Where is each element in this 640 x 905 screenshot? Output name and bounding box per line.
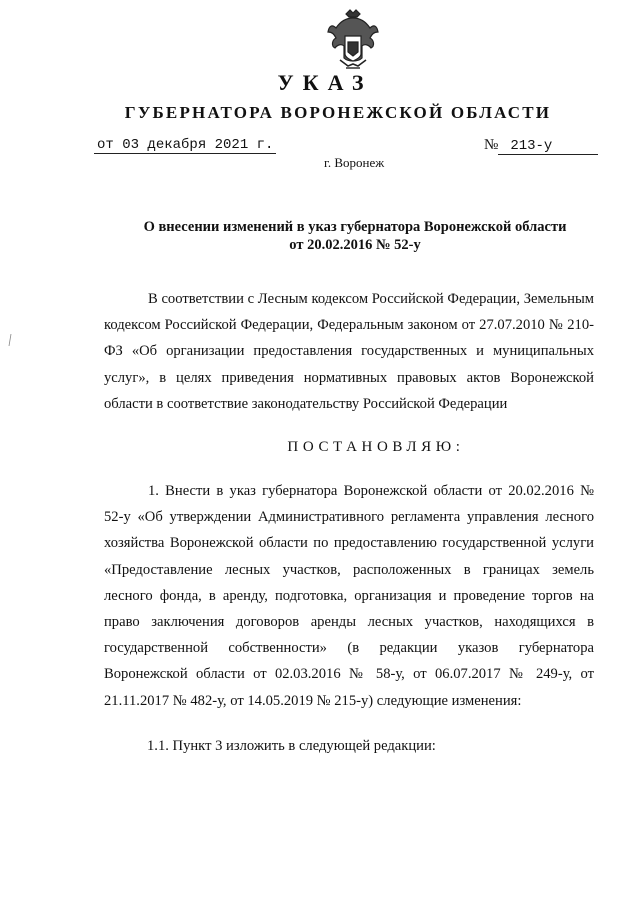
- margin-mark: [8, 334, 12, 346]
- item-1-paragraph: [104, 478, 594, 714]
- preamble-paragraph: [104, 286, 594, 417]
- date-prefix: от: [97, 137, 114, 153]
- date-line: [94, 137, 276, 154]
- subject-line-1: О внесении изменений в указ губернатора Воронежской области: [143, 219, 567, 235]
- item-1-1-paragraph: 1.1. Пункт 3 изложить в следующей редакции:: [147, 738, 436, 754]
- document-number: [484, 137, 598, 155]
- date-suffix: г.: [256, 137, 274, 153]
- decree-word: ПОСТАНОВЛЯЮ:: [287, 439, 465, 455]
- date-value: 03 декабря 2021: [122, 137, 249, 153]
- subject-line-2: от 20.02.2016 № 52-у: [289, 237, 421, 253]
- item-1-text: 1. Внести в указ губернатора Воронежской области от 20.02.2016 № 52-у «Об утверждении Административного регламента управления лесного хозяйства Воронежской области по предоставлению государственной услуги «Предоставление лесных участков, расположенных в границах земель лесного фонда, в аренду, подготовка, организация и проведение торгов на право заключения договоров аренды лесных участков, находящихся в государственной собственности» (в редакции указов губернатора Воронежской области от 02.03.2016 № 58-у, от 06.07.2017 № 249-у, от 21.11.2017 № 482-у, от 14.05.2019 № 215-у) следующие изменения:: [104, 483, 594, 709]
- document-date: [94, 137, 276, 154]
- document-subject: [0, 218, 640, 254]
- document-subtitle: ГУБЕРНАТОРА ВОРОНЕЖСКОЙ ОБЛАСТИ: [124, 103, 552, 122]
- coat-of-arms-icon: [326, 8, 380, 72]
- document-city: г. Воронеж: [324, 155, 385, 170]
- document-title: УКАЗ: [277, 70, 373, 95]
- number-value: 213-у: [498, 138, 598, 155]
- number-sign: №: [484, 137, 499, 153]
- preamble-text: В соответствии с Лесным кодексом Российской Федерации, Земельным кодексом Российской Федерации, Федеральным законом от 27.07.2010 № 210-ФЗ «Об организации предоставления государственных и муниципальных услуг», в целях приведения нормативных правовых актов Воронежской области в соответствие законодательству Российской Федерации: [104, 291, 594, 412]
